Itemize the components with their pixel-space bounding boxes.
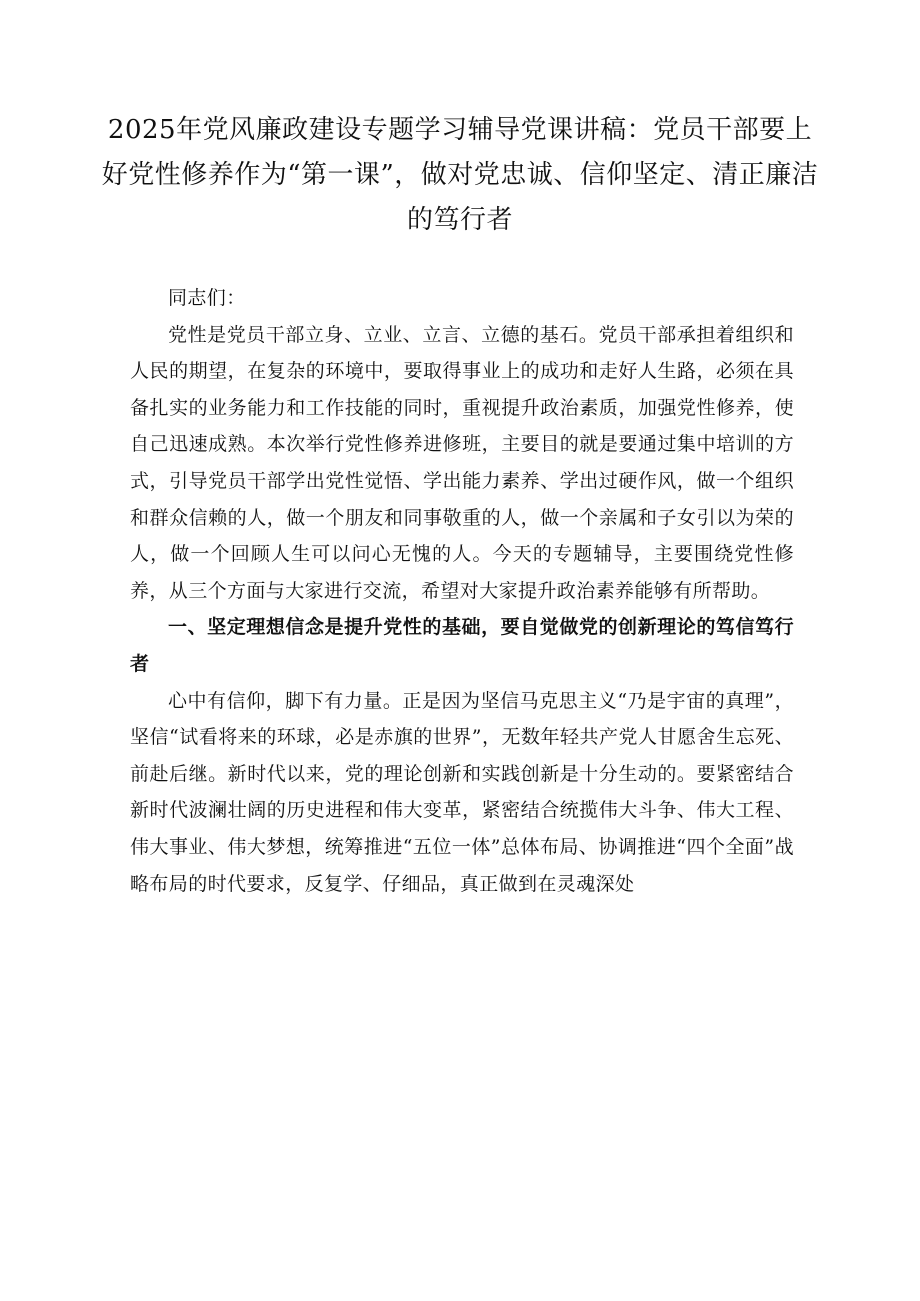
intro-paragraph: 党性是党员干部立身、立业、立言、立德的基石。党员干部承担着组织和人民的期望，在复杂的环境中，要取得事业上的成功和走好人生路，必须在具备扎实的业务能力和工作技能的同时，重视提升政治素质，加强党性修养，使自己迅速成熟。本次举行党性修养进修班，主要目的就是要通过集中培训的方式，引导党员干部学出党性觉悟、学出能力素养、学出过硬作风，做一个组织和群众信赖的人，做一个朋友和同事敬重的人，做一个亲属和子女引以为荣的人，做一个回顾人生可以问心无愧的人。今天的专题辅导，主要围绕党性修养，从三个方面与大家进行交流，希望对大家提升政治素养能够有所帮助。 — [130, 323, 794, 602]
document-title: 2025年党风廉政建设专题学习辅导党课讲稿：党员干部要上好党性修养作为“第一课”，做对党忠诚、信仰坚定、清正廉洁的笃行者 — [101, 115, 819, 235]
salutation: 同志们： — [168, 287, 246, 309]
section-1-paragraph: 心中有信仰，脚下有力量。正是因为坚信马克思主义“乃是宇宙的真理”，坚信“试看将来的环球，必是赤旗的世界”，无数年轻共产党人甘愿舍生忘死、前赴后继。新时代以来，党的理论创新和实践创新是十分生动的。要紧密结合新时代波澜壮阔的历史进程和伟大变革，紧密结合统揽伟大斗争、伟大工程、伟大事业、伟大梦想，统筹推进“五位一体”总体布局、协调推进“四个全面”战略布局的时代要求，反复学、仔细品，真正做到在灵魂深处 — [130, 689, 794, 895]
document-body — [130, 280, 794, 902]
section-heading-1: 一、坚定理想信念是提升党性的基础，要自觉做党的创新理论的笃信笃行者 — [130, 616, 794, 675]
